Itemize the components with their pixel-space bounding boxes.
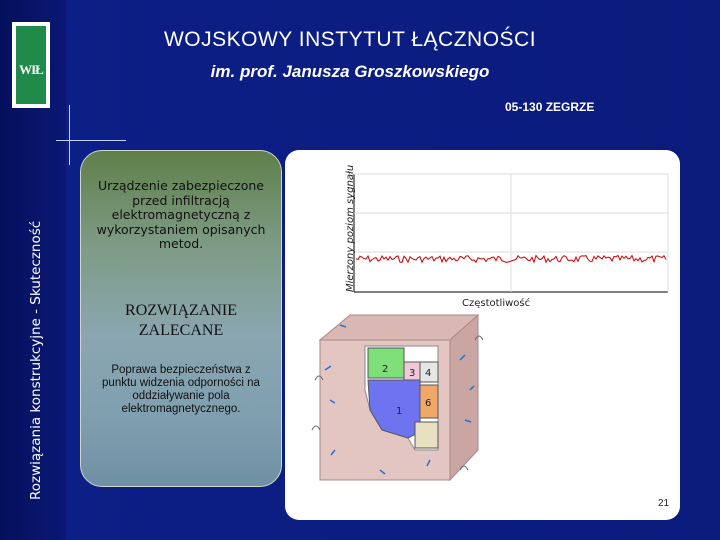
address: 05-130 ZEGRZE — [505, 100, 595, 114]
chart-x-axis-label: Częstotliwość — [462, 298, 531, 309]
label-3: 3 — [409, 368, 416, 379]
panel-description: Urządzenie zabezpieczone przed infiltracją elektromagnetyczną z wykorzystaniem opisanych metod. — [96, 178, 266, 251]
label-6: 6 — [425, 398, 432, 409]
label-2: 2 — [382, 364, 389, 375]
label-1: 1 — [396, 406, 403, 417]
page-number: 21 — [658, 498, 670, 509]
shielded-device-illustration — [310, 310, 490, 485]
sidebar-vertical-title: Rozwiązania konstrukcyjne - Skuteczność — [28, 220, 44, 500]
logo-text: WIŁ — [19, 62, 43, 77]
panel-heading: ROZWIĄZANIE ZALECANE — [125, 302, 237, 339]
chart-y-axis-label: Mierzony poziom sygnału — [345, 164, 356, 292]
page-title: WOJSKOWY INSTYTUT ŁĄCZNOŚCI — [163, 28, 537, 51]
label-4: 4 — [425, 368, 432, 379]
module-bottom — [415, 422, 438, 448]
page-subtitle: im. prof. Janusza Groszkowskiego — [210, 62, 490, 81]
panel-bottom-text: Poprawa bezpieczeństwa z punktu widzenia odporności na oddziaływanie pola elektromagnetycznego. — [102, 364, 260, 415]
box-side — [450, 315, 478, 480]
